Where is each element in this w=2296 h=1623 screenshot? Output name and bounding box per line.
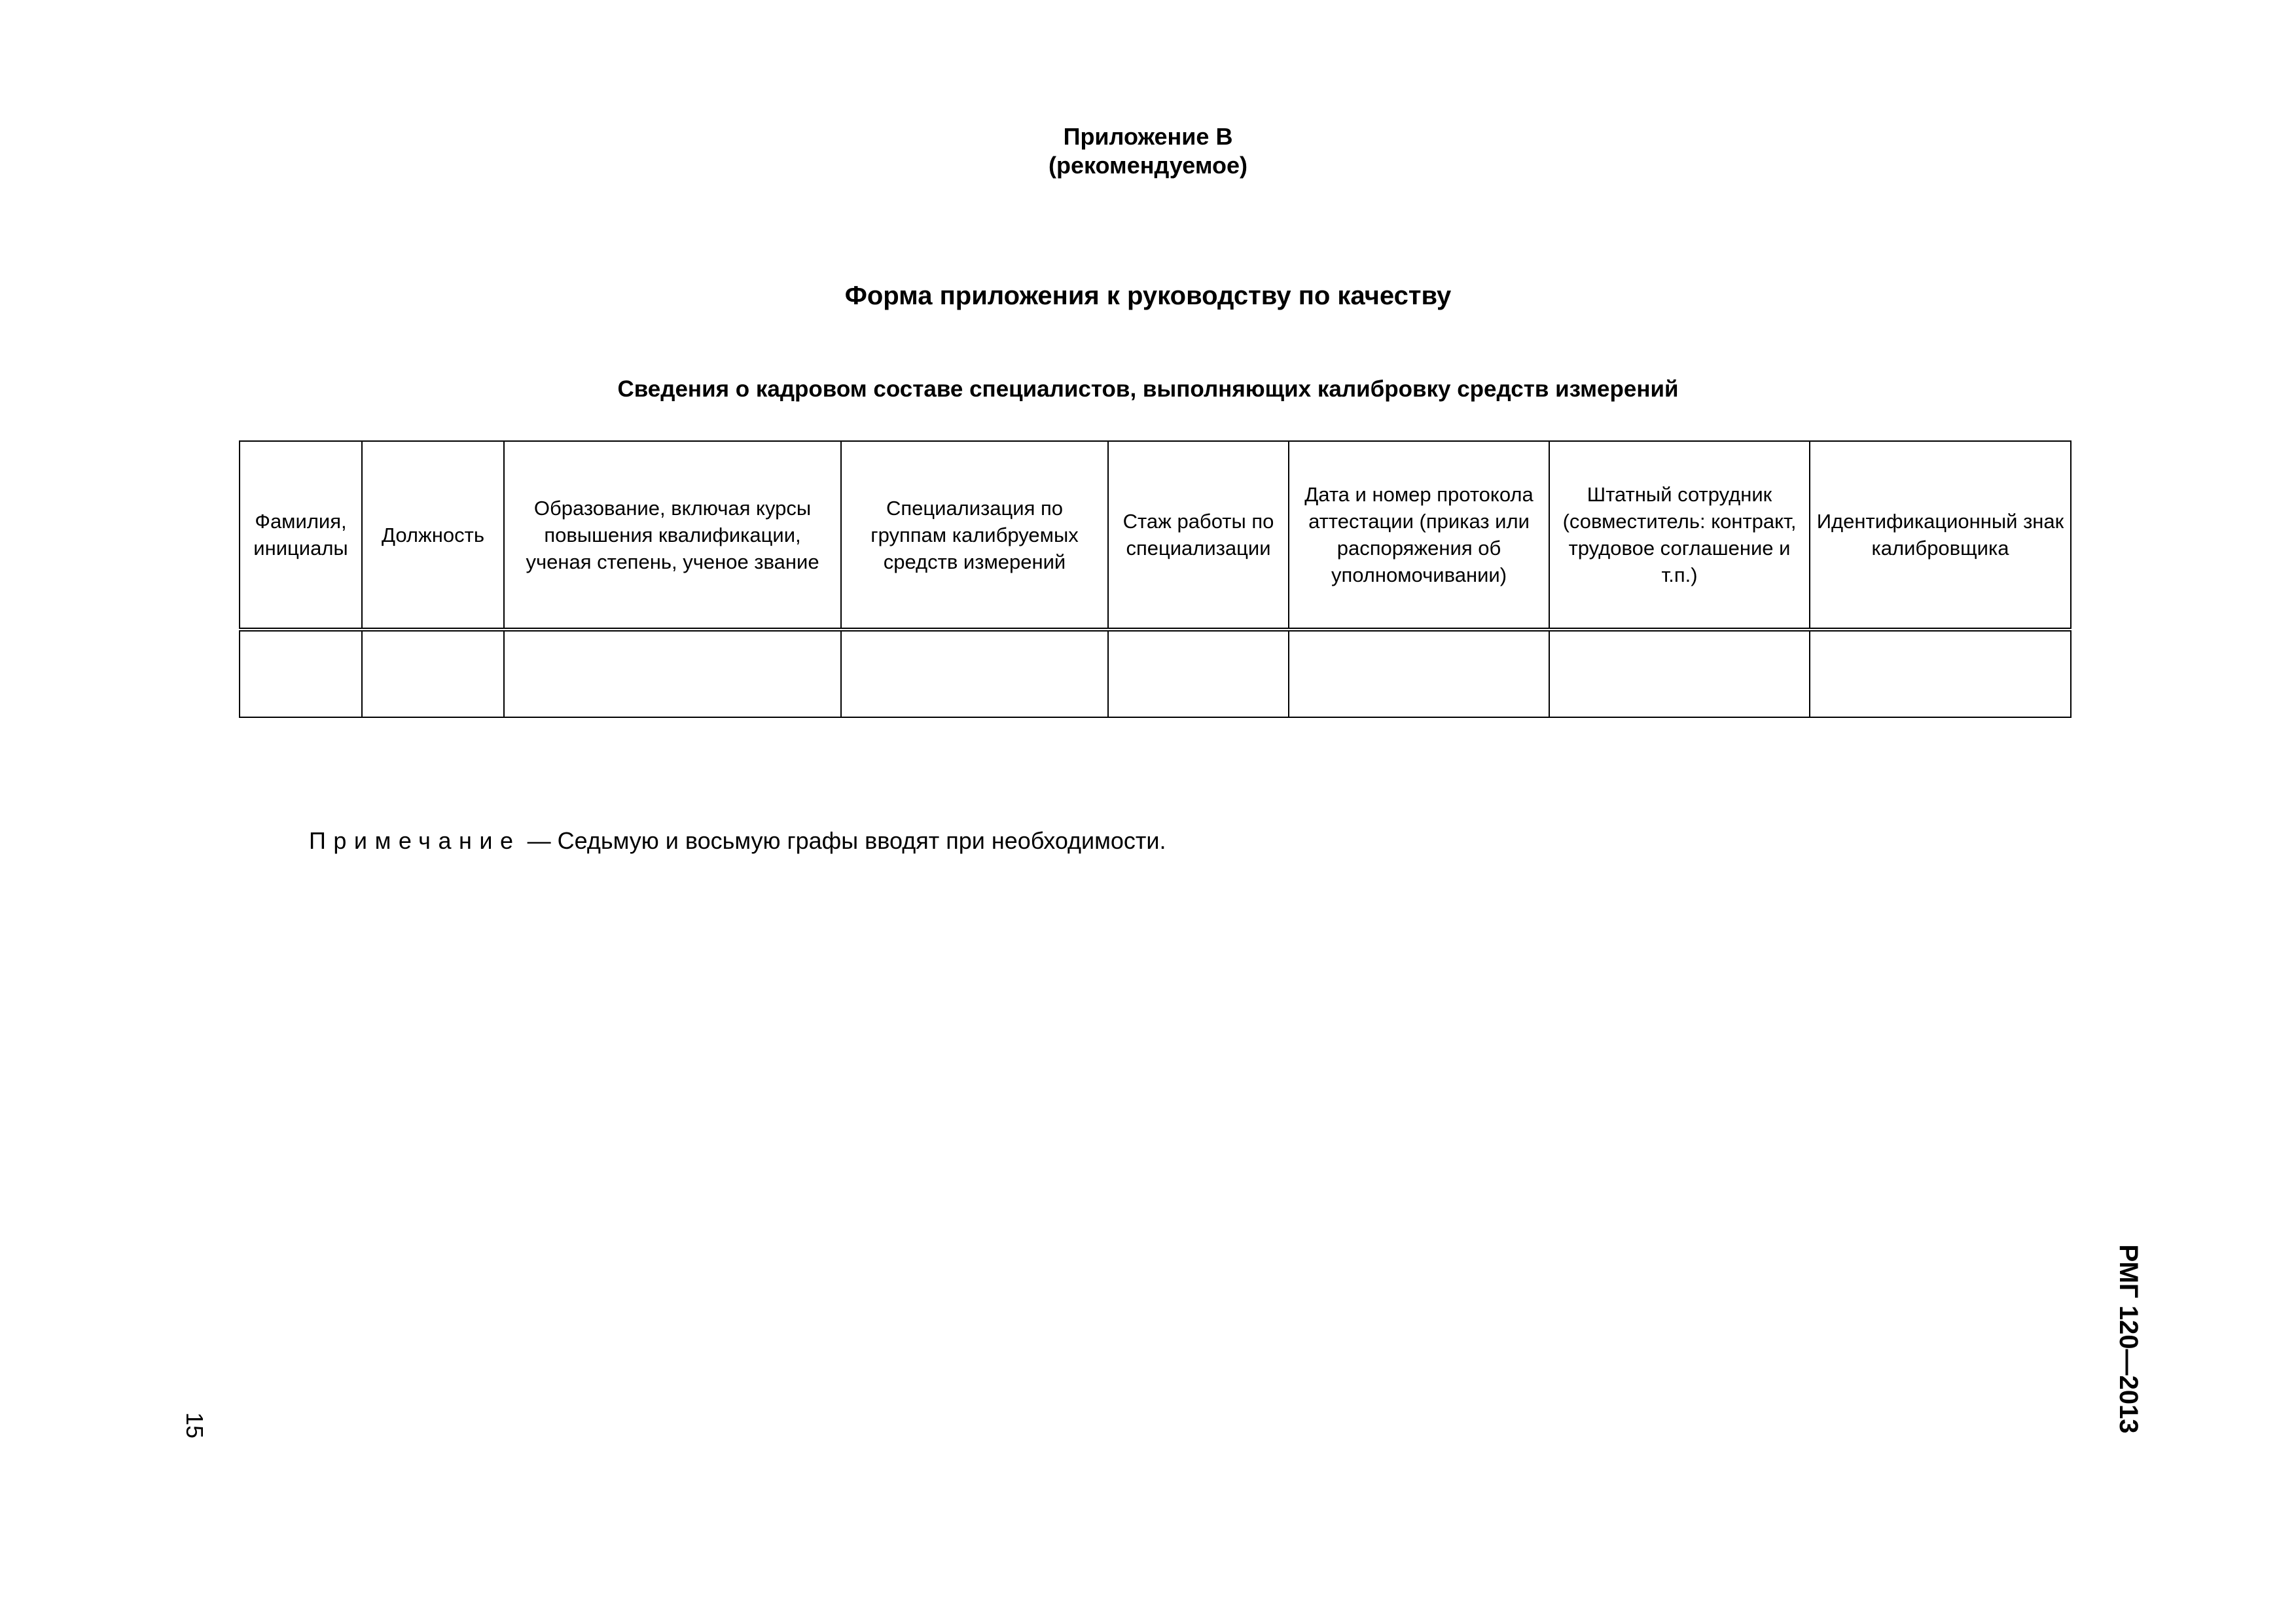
column-header-identification-mark: Идентификационный знак калибровщика — [1810, 441, 2071, 630]
table-cell — [1289, 630, 1549, 717]
document-code: РМГ 120—2013 — [2114, 1244, 2143, 1434]
annex-status: (рекомендуемое) — [1049, 152, 1247, 179]
column-header-employment: Штатный сотрудник (совместитель: контракт, трудовое соглашение и т.п.) — [1549, 441, 1810, 630]
table-cell — [240, 630, 362, 717]
table-cell — [1549, 630, 1810, 717]
column-header-experience: Стаж работы по специализации — [1108, 441, 1289, 630]
table-header-row — [240, 441, 2071, 630]
staff-table — [239, 440, 2072, 718]
column-header-name: Фамилия, инициалы — [240, 441, 362, 630]
column-header-education: Образование, включая курсы повышения квалификации, ученая степень, ученое звание — [504, 441, 841, 630]
table-cell — [504, 630, 841, 717]
table-cell — [841, 630, 1108, 717]
annex-title: Приложение В — [1063, 123, 1233, 150]
table-cell — [362, 630, 504, 717]
column-header-specialization: Специализация по группам калибруемых средств измерений — [841, 441, 1108, 630]
note — [309, 827, 1166, 855]
note-text: — Седьмую и восьмую графы вводят при необходимости. — [527, 827, 1166, 854]
table-cell — [1810, 630, 2071, 717]
note-label: Примечание — [309, 827, 521, 854]
table-caption: Сведения о кадровом составе специалистов, выполняющих калибровку средств измерений — [617, 376, 1679, 402]
column-header-position: Должность — [362, 441, 504, 630]
page-number: 15 — [181, 1412, 208, 1439]
table-cell — [1108, 630, 1289, 717]
column-header-attestation: Дата и номер протокола аттестации (приказ или распоряжения об уполномочивании) — [1289, 441, 1549, 630]
table-row — [240, 630, 2071, 717]
form-title: Форма приложения к руководству по качеству — [844, 281, 1452, 310]
